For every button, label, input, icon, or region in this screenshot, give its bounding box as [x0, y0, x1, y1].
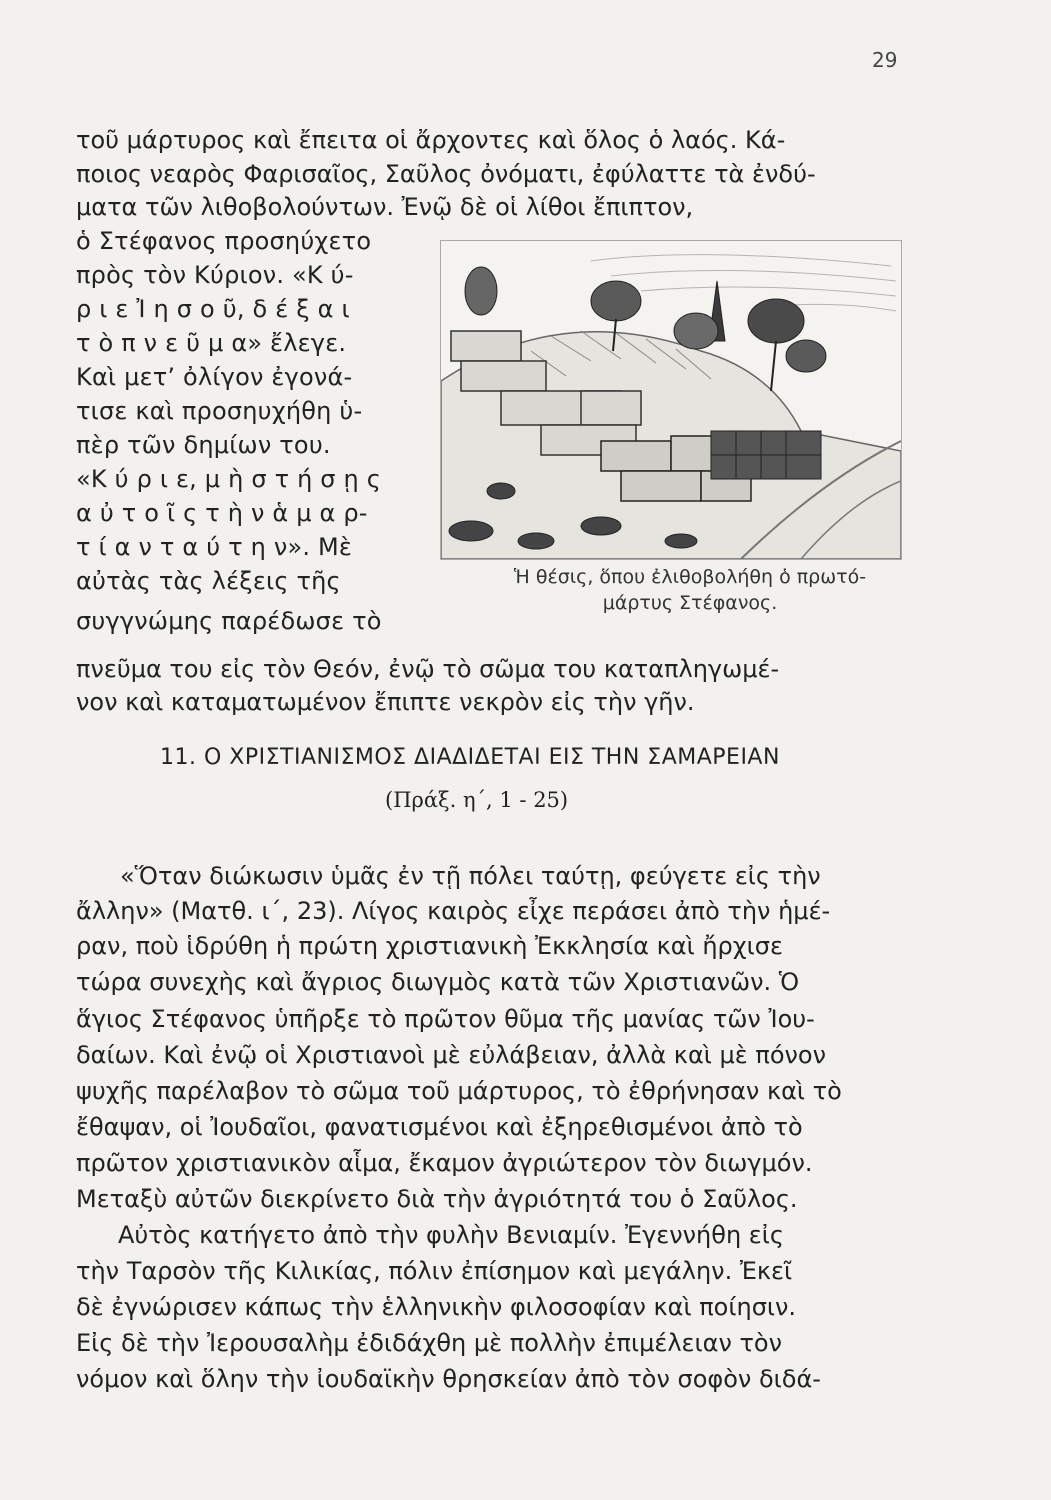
text-line: «Κ ύ ρ ι ε, μ ὴ σ τ ή σ ῃ ς — [76, 465, 382, 493]
text-line: τοῦ μάρτυρος καὶ ἔπειτα οἱ ἄρχοντες καὶ ὅλος ὁ λαός. Κά- — [76, 126, 786, 154]
text-line: ραν, ποὺ ἱδρύθη ἡ πρώτη χριστιανικὴ Ἐκκλησία καὶ ἤρχισε — [76, 932, 783, 960]
landscape-drawing — [441, 241, 901, 559]
text-line: Αὐτὸς κατήγετο ἀπὸ τὴν φυλὴν Βενιαμίν. Ἐγεννήθη εἰς — [118, 1221, 784, 1249]
text-line: ματα τῶν λιθοβολούντων. Ἐνῷ δὲ οἱ λίθοι ἔπιπτον, — [76, 193, 694, 221]
text-line: δὲ ἐγνώρισεν κάπως τὴν ἑλληνικὴν φιλοσοφίαν καὶ ποίησιν. — [76, 1293, 797, 1321]
text-line: πρὸς τὸν Κύριον. «Κ ύ- — [76, 261, 354, 289]
text-line: ἄλλην» (Ματθ. ι΄, 23). Λίγος καιρὸς εἶχε περάσει ἀπὸ τὴν ἡμέ- — [76, 897, 831, 925]
text-line: τ ὸ π ν ε ῦ μ α» ἔλεγε. — [76, 329, 347, 357]
caption-line: μάρτυς Στέφανος. — [602, 592, 778, 614]
text-line: ἅγιος Στέφανος ὑπῆρξε τὸ πρῶτον θῦμα τῆς μανίας τῶν Ἰου- — [76, 1005, 815, 1033]
text-line: τισε καὶ προσηυχήθη ὑ- — [76, 397, 363, 425]
text-line: α ὐ τ ο ῖ ς τ ὴ ν ἁ μ α ρ- — [76, 499, 368, 527]
text-line: «Ὅταν διώκωσιν ὑμᾶς ἐν τῇ πόλει ταύτῃ, φεύγετε εἰς τὴν — [120, 862, 821, 890]
text-line: συγγνώμης παρέδωσε τὸ — [76, 607, 382, 635]
text-line: πνεῦμα του εἰς τὸν Θεόν, ἐνῷ τὸ σῶμα του καταπληγωμέ- — [76, 655, 780, 683]
text-line: Εἰς δὲ τὴν Ἰερουσαλὴμ ἐδιδάχθη μὲ πολλὴν ἐπιμέλειαν τὸν — [76, 1329, 783, 1357]
figure-caption — [455, 564, 925, 616]
text-line: πρῶτον χριστιανικὸν αἷμα, ἔκαμον ἀγριώτερον τὸν διωγμόν. — [76, 1149, 813, 1177]
text-line: τ ί α ν τ α ύ τ η ν». Μὲ — [76, 533, 353, 561]
section-title: 11. Ο ΧΡΙΣΤΙΑΝΙΣΜΟΣ ΔΙΑΔΙΔΕΤΑΙ ΕΙΣ ΤΗΝ ΣΑΜΑΡΕΙΑΝ — [160, 745, 780, 770]
text-line: Καὶ μετ’ ὀλίγον ἐγονά- — [76, 363, 353, 391]
text-line: ὁ Στέφανος προσηύχετο — [76, 227, 372, 255]
text-line: δαίων. Καὶ ἐνῷ οἱ Χριστιανοὶ μὲ εὐλάβειαν, ἀλλὰ καὶ μὲ πόνον — [76, 1041, 827, 1069]
text-line: ποιος νεαρὸς Φαρισαῖος, Σαῦλος ὀνόματι, ἐφύλαττε τὰ ἐνδύ- — [76, 160, 816, 188]
text-line: νον καὶ καταματωμένον ἔπιπτε νεκρὸν εἰς τὴν γῆν. — [76, 688, 695, 716]
text-line: πὲρ τῶν δημίων του. — [76, 431, 331, 459]
caption-line: Ἡ θέσις, ὅπου ἐλιθοβολήθη ὁ πρωτό- — [513, 566, 867, 588]
text-line: αὐτὰς τὰς λέξεις τῆς — [76, 567, 341, 595]
text-line: Μεταξὺ αὐτῶν διεκρίνετο διὰ τὴν ἀγριότητά του ὁ Σαῦλος. — [76, 1185, 798, 1213]
text-line: ψυχῆς παρέλαβον τὸ σῶμα τοῦ μάρτυρος, τὸ ἐθρήνησαν καὶ τὸ — [76, 1077, 842, 1105]
text-line: νόμον καὶ ὅλην τὴν ἰουδαϊκὴν θρησκείαν ἀπὸ τὸν σοφὸν διδά- — [76, 1365, 821, 1393]
text-line: τὴν Ταρσὸν τῆς Κιλικίας, πόλιν ἐπίσημον καὶ μεγάλην. Ἐκεῖ — [76, 1257, 793, 1285]
landscape-illustration — [440, 240, 902, 560]
text-line: τώρα συνεχὴς καὶ ἄγριος διωγμὸς κατὰ τῶν Χριστιανῶν. Ὁ — [76, 968, 800, 996]
page-number: 29 — [872, 48, 898, 72]
text-line: ἔθαψαν, οἱ Ἰουδαῖοι, φανατισμένοι καὶ ἐξηρεθισμένοι ἀπὸ τὸ — [76, 1113, 803, 1141]
section-reference: (Πράξ. η΄, 1 - 25) — [385, 788, 569, 812]
text-line: ρ ι ε Ἰ η σ ο ῦ, δ έ ξ α ι — [76, 295, 350, 323]
